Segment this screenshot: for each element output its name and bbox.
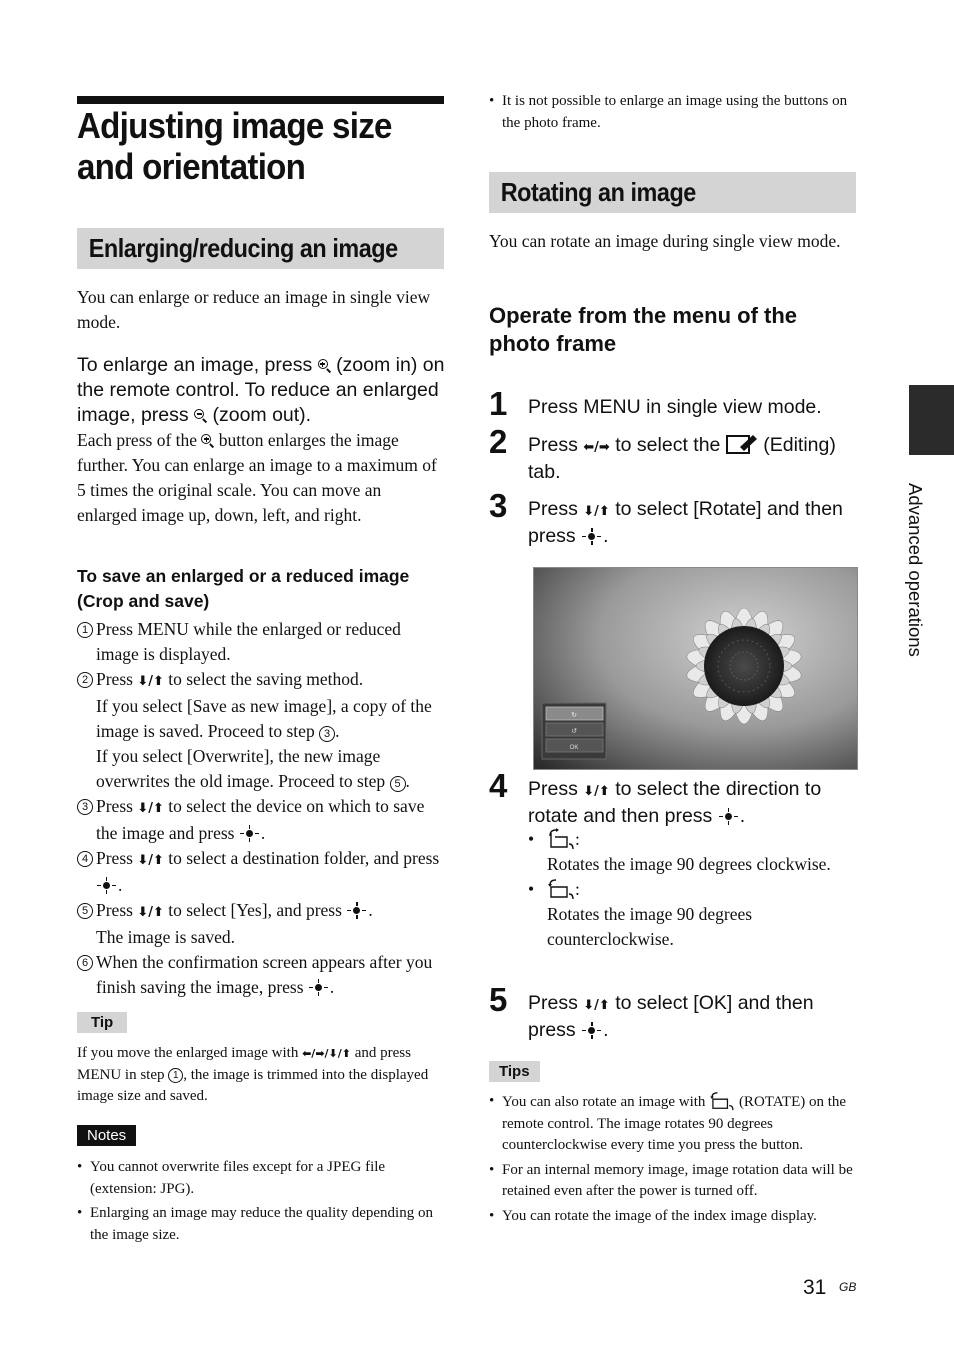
step-text: . — [335, 721, 340, 741]
tip-label-text: Tip — [77, 1012, 127, 1033]
step-text: Press — [528, 434, 578, 456]
tip-text-2: and press MENU in step — [77, 1045, 411, 1083]
step-text: to select the device on which to save the image and press — [96, 796, 425, 843]
step-text: . — [329, 977, 335, 997]
option-text: Rotates the image 90 degrees counterclockwise. — [547, 904, 753, 949]
page-title — [77, 105, 417, 187]
step-text: . — [603, 525, 609, 547]
chapter-tab — [909, 385, 954, 455]
tip-text-1: If you move the enlarged image with — [77, 1045, 299, 1061]
enlarge-intro: You can enlarge or reduce an image in single view mode. — [77, 287, 431, 332]
step-text: to select the saving method. — [168, 669, 364, 689]
step-ref: 1 — [168, 1068, 183, 1083]
notes-label — [77, 1125, 136, 1146]
left-right-arrow-icon: ⬅/➡ — [583, 440, 610, 455]
step-text: The image is saved. — [96, 927, 235, 947]
crop-steps — [77, 617, 447, 1000]
rotate-counterclockwise-icon — [547, 878, 575, 900]
step-4-number: 4 — [489, 767, 508, 804]
step-number: 4 — [77, 851, 93, 867]
enlarge-heading: Enlarging/reducing an image — [88, 233, 398, 263]
step-number: 1 — [77, 622, 93, 638]
rotate-counterclockwise-icon — [709, 1091, 735, 1111]
note-item: • You cannot overwrite files except for a JPEG file (extension: JPG). — [77, 1157, 447, 1200]
step-number: 3 — [77, 799, 93, 815]
enlarge-lead — [77, 353, 447, 428]
step-text: If you select [Overwrite], the new image overwrites the old image. Proceed to step — [96, 746, 386, 791]
step-number: 5 — [77, 903, 93, 919]
rotate-option-counterclockwise — [528, 877, 848, 952]
step-2-text — [528, 433, 858, 485]
lead-text-1: To enlarge an image, press — [77, 354, 313, 376]
step-text: . — [260, 823, 266, 843]
step-ref: 3 — [319, 726, 335, 742]
step-number: 2 — [77, 672, 93, 688]
step-text: to select [Yes], and press — [168, 900, 342, 920]
body-text-1: Each press of the — [77, 430, 198, 450]
crop-heading: To save an enlarged or a reduced image (Crop and save) — [77, 566, 410, 611]
step-text: (Editing) tab. — [528, 434, 836, 483]
down-up-arrow-icon: ⬇/⬆ — [137, 905, 164, 920]
zoom-in-icon — [318, 359, 331, 372]
crop-step-3 — [77, 794, 447, 846]
step-ref: 5 — [390, 776, 406, 792]
tip-text: (ROTATE) on the remote control. The image rotates 90 degrees counterclockwise every time you press the button. — [502, 1094, 847, 1153]
down-up-arrow-icon: ⬇/⬆ — [137, 801, 164, 816]
enter-icon — [581, 1024, 603, 1038]
option-colon: : — [575, 829, 580, 849]
rotate-intro: You can rotate an image during single view mode. — [489, 231, 841, 251]
rotate-clockwise-icon — [547, 828, 575, 850]
tip-text: You can also rotate an image with — [502, 1094, 706, 1110]
direction-arrows-icon: ⬅/➡/⬇/⬆ — [302, 1047, 351, 1060]
page-region: GB — [839, 1280, 857, 1294]
notes-list — [77, 1157, 447, 1249]
step-text: . — [118, 875, 123, 895]
body-text-2: button enlarges the image further. You can enlarge an image to a maximum of 5 times the original scale. You can move an enlarged image up, down, left, and right. — [77, 430, 437, 525]
step-text: Press — [96, 900, 133, 920]
crop-step-5 — [77, 898, 447, 950]
step-text: to select a destination folder, and press — [168, 848, 440, 868]
rotate-section-header — [489, 172, 856, 213]
chapter-tab-label: Advanced operations — [905, 483, 926, 657]
down-up-arrow-icon: ⬇/⬆ — [583, 504, 610, 519]
down-up-arrow-icon: ⬇/⬆ — [583, 784, 610, 799]
step-text: Press — [528, 992, 578, 1014]
step-text: . — [405, 771, 410, 791]
down-up-arrow-icon: ⬇/⬆ — [137, 674, 164, 689]
down-up-arrow-icon: ⬇/⬆ — [583, 998, 610, 1013]
rotate-option-clockwise — [528, 827, 848, 877]
rotate-options — [528, 827, 848, 952]
step-text: Press — [96, 848, 133, 868]
tip-item: • You can rotate the image of the index image display. — [489, 1206, 854, 1228]
step-text: If you select [Save as new image], a copy of the image is saved. Proceed to step — [96, 696, 432, 741]
tip-text — [77, 1043, 447, 1108]
step-text: to select [Rotate] and then press — [528, 498, 843, 547]
menu-rotate-ccw-icon[interactable]: ↺ — [571, 727, 577, 735]
tips-label — [489, 1061, 540, 1082]
tip-text-3: , the image is trimmed into the displayed image size and saved. — [77, 1066, 429, 1104]
tips-list — [489, 1091, 854, 1230]
crop-step-2 — [77, 667, 447, 794]
step-text: to select [OK] and then press — [528, 992, 814, 1041]
menu-ok-option[interactable]: OK — [569, 745, 579, 751]
step-text: Press MENU while the enlarged or reduced image is displayed. — [96, 619, 401, 664]
page-title-line2: and orientation — [77, 146, 306, 187]
step-3-number: 3 — [489, 487, 508, 524]
step-1-text: Press MENU in single view mode. — [528, 396, 822, 418]
editing-tab-icon — [726, 433, 758, 455]
enter-icon — [308, 981, 330, 995]
step-3-text — [528, 497, 858, 549]
notes-label-text: Notes — [77, 1125, 136, 1146]
bullet: • — [528, 879, 535, 899]
option-text: Rotates the image 90 degrees clockwise. — [547, 854, 831, 874]
tip-item — [489, 1091, 854, 1157]
crop-step-4 — [77, 846, 447, 898]
step-text: . — [603, 1019, 609, 1041]
enlarge-section-header — [77, 228, 444, 269]
step-text: Press — [96, 796, 133, 816]
title-rule — [77, 96, 444, 104]
rotate-subheading: Operate from the menu of the photo frame — [489, 303, 798, 356]
step-2-number: 2 — [489, 423, 508, 460]
step-text: Press — [96, 669, 133, 689]
crop-step-6 — [77, 950, 447, 1000]
step-text: Press — [528, 778, 578, 800]
zoom-in-icon — [201, 434, 214, 447]
enlarge-body — [77, 428, 444, 528]
note-item: • It is not possible to enlarge an image using the buttons on the photo frame. — [489, 91, 849, 134]
bullet: • — [528, 829, 535, 849]
step-text: . — [739, 805, 746, 827]
tip-item: • For an internal memory image, image rotation data will be retained even after the power is turned off. — [489, 1160, 854, 1203]
sunflower-photo — [534, 568, 857, 769]
tip-label — [77, 1012, 127, 1033]
page-title-line1: Adjusting image size — [77, 105, 392, 146]
step-5-text — [528, 991, 858, 1043]
step-number: 6 — [77, 955, 93, 971]
step-5-number: 5 — [489, 981, 508, 1018]
enter-icon — [718, 810, 740, 824]
rotate-menu-overlay — [542, 703, 606, 759]
step-1-number: 1 — [489, 385, 508, 422]
step-4-text — [528, 777, 858, 829]
step-text: to select the direction to rotate and then press — [528, 778, 822, 827]
lead-text-2: (zoom in) on the remote control. To reduce an enlarged image, press — [77, 354, 445, 426]
zoom-out-icon — [194, 409, 207, 422]
lead-text-3: (zoom out). — [212, 404, 312, 426]
enter-icon — [96, 879, 118, 893]
sunflower-screen-image — [533, 567, 858, 770]
rotate-heading: Rotating an image — [500, 177, 696, 207]
enter-icon — [346, 904, 368, 918]
step-text: Press — [528, 498, 578, 520]
option-colon: : — [575, 879, 580, 899]
step-text: . — [368, 900, 373, 920]
step-text: to select the — [615, 434, 721, 456]
page-number: 31 — [803, 1276, 827, 1299]
down-up-arrow-icon: ⬇/⬆ — [137, 853, 164, 868]
step-text: When the confirmation screen appears after you finish saving the image, press — [96, 952, 433, 997]
enter-icon — [581, 530, 603, 544]
crop-step-1 — [77, 617, 447, 667]
menu-rotate-cw-icon[interactable]: ↻ — [571, 711, 577, 719]
enter-icon — [239, 827, 261, 841]
enlarge-limitation-note — [489, 91, 849, 137]
tips-label-text: Tips — [489, 1061, 540, 1082]
note-item: • Enlarging an image may reduce the quality depending on the image size. — [77, 1203, 447, 1246]
